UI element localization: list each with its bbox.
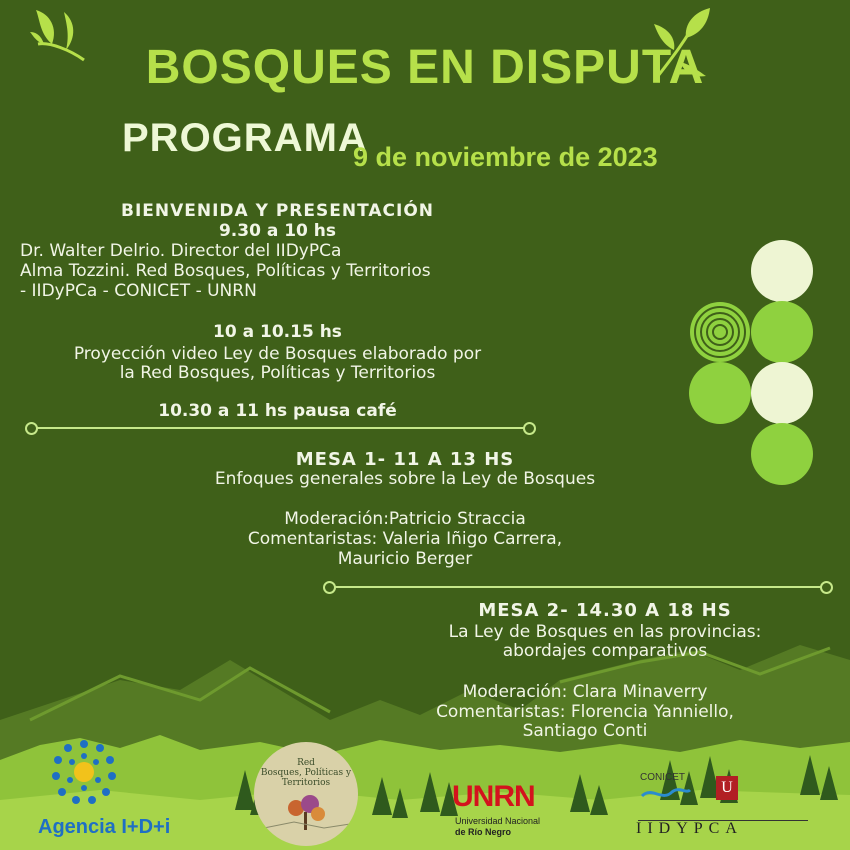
unrn-subtitle: de Río Negro [455,827,512,837]
speaker-line: Dr. Walter Delrio. Director del IIDyPCa [20,241,342,261]
mesa1-comentaristas: Mauricio Berger [337,549,473,569]
red-logo-text: Territorios [281,778,331,788]
mesa1-topic: Enfoques generales sobre la Ley de Bosques [214,469,596,489]
decorative-circle [751,423,813,485]
mesa2-comentaristas: Santiago Conti [522,721,648,741]
decorative-circle [751,301,813,363]
divider-dot [820,581,833,594]
divider [330,586,825,588]
red-bosques-logo [254,742,358,846]
red-logo-text: Bosques, Políticas y [260,768,352,778]
pausa-cafe: 10.30 a 11 hs pausa café [158,401,397,421]
subtitle: PROGRAMA [122,116,368,160]
unrn-subtitle: Universidad Nacional [455,816,541,826]
mesa1-comentaristas: Comentaristas: Valeria Iñigo Carrera, [247,529,563,549]
bienvenida-time: 9.30 a 10 hs [218,221,337,241]
divider-dot [25,422,38,435]
red-logo-text: Red [297,758,315,768]
iidypca-logo-text: IIDYPCA [636,820,743,837]
mesa2-topic: La Ley de Bosques en las provincias: [448,622,762,642]
mesa2-moderacion: Moderación: Clara Minaverry [462,682,708,702]
mesa2-comentaristas: Comentaristas: Florencia Yanniello, [436,702,734,722]
agencia-logo-text: Agencia I+D+i [38,816,171,838]
agencia-logo-icon [48,736,120,808]
divider [32,427,528,429]
conicet-wave-icon [640,784,692,804]
proyeccion-line: la Red Bosques, Políticas y Territorios [119,363,436,383]
decorative-circle [751,362,813,424]
decorative-circle [689,362,751,424]
unrn-logo: UNRN [452,780,535,813]
proyeccion-line: Proyección video Ley de Bosques elaborado por [73,344,482,364]
speaker-line: Alma Tozzini. Red Bosques, Políticas y Territorios [20,261,431,281]
divider-dot [523,422,536,435]
proyeccion-time: 10 a 10.15 hs [213,322,342,342]
speaker-line: - IIDyPCa - CONICET - UNRN [20,281,257,301]
mesa1-heading: MESA 1- 11 A 13 HS [295,449,515,470]
page-title: BOSQUES EN DISPUTA [145,41,705,94]
event-date: 9 de noviembre de 2023 [353,142,658,172]
mesa1-moderacion: Moderación:Patricio Straccia [284,509,526,529]
divider-dot [323,581,336,594]
mesa2-heading: MESA 2- 14.30 A 18 HS [478,600,732,621]
mesa2-topic: abordajes comparativos [502,641,708,661]
decorative-circle [751,240,813,302]
bienvenida-heading: BIENVENIDA Y PRESENTACIÓN [120,201,435,221]
conicet-logo-text: CONICET [640,772,685,783]
concentric-circle-icon [689,301,751,363]
university-crest-icon: U [716,776,738,800]
